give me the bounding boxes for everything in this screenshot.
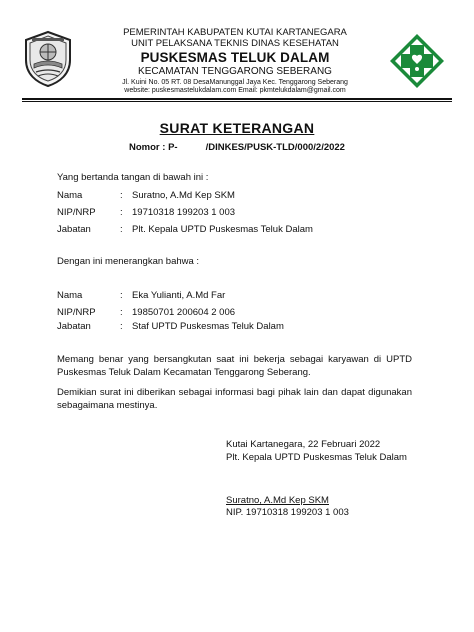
field-value: 19850701 200604 2 006 [132, 307, 236, 318]
signature-nip: NIP. 19710318 199203 1 003 [226, 507, 349, 518]
field-colon: : [120, 207, 123, 218]
field-value: Suratno, A.Md Kep SKM [132, 190, 235, 201]
letterhead-unit: UNIT PELAKSANA TEKNIS DINAS KESEHATAN [131, 37, 339, 49]
letterhead-address: Jl. Kuini No. 05 RT. 08 DesaManunggal Jaya Kec. Tenggarong Seberang [122, 78, 348, 86]
letterhead-contact: website: puskesmastelukdalam.com Email: pkmtelukdalam@gmail.com [124, 86, 346, 94]
field-label: Nama [57, 190, 83, 201]
body-paragraph-2: Demikian surat ini diberikan sebagai informasi bagi pihak lain dan dapat digunakan sebagaimana mestinya. [57, 387, 412, 411]
field-colon: : [120, 290, 123, 301]
field-colon: : [120, 190, 123, 201]
intro-text: Yang bertanda tangan di bawah ini : [57, 172, 209, 183]
letterhead-government: PEMERINTAH KABUPATEN KUTAI KARTANEGARA [123, 27, 347, 38]
letterhead-district: KECAMATAN TENGGARONG SEBERANG [138, 66, 332, 78]
letter-number [0, 142, 474, 153]
letterhead-institution: PUSKESMAS TELUK DALAM [140, 49, 330, 65]
signature-name: Suratno, A.Md Kep SKM [226, 495, 329, 506]
field-colon: : [120, 307, 123, 318]
body-paragraph-1: Memang benar yang bersangkutan saat ini bekerja sebagai karyawan di UPTD Puskesmas Teluk Dalam Kecamatan Tenggarong Seberang. [57, 354, 412, 378]
puskesmas-cross-icon [388, 32, 446, 90]
letter-number-label: Nomor : P- [129, 142, 178, 153]
letter-number-value: /DINKES/PUSK-TLD/000/2/2022 [205, 142, 345, 153]
field-label: Jabatan [57, 224, 91, 235]
field-value: 19710318 199203 1 003 [132, 207, 236, 218]
signature-position: Plt. Kepala UPTD Puskesmas Teluk Dalam [226, 452, 407, 463]
letterhead-divider-thick [22, 98, 452, 100]
field-colon: : [120, 321, 123, 332]
field-colon: : [120, 224, 123, 235]
statement-text: Dengan ini menerangkan bahwa : [57, 256, 200, 267]
letterhead [80, 28, 390, 95]
field-value: Staf UPTD Puskesmas Teluk Dalam [132, 321, 284, 332]
field-value: Plt. Kepala UPTD Puskesmas Teluk Dalam [132, 224, 313, 235]
letterhead-divider-thin [22, 101, 452, 102]
field-label: NIP/NRP [57, 307, 96, 318]
signature-place-date: Kutai Kartanegara, 22 Februari 2022 [226, 439, 381, 450]
field-value: Eka Yulianti, A.Md Far [132, 290, 226, 301]
field-label: Jabatan [57, 321, 91, 332]
letter-title: SURAT KETERANGAN [159, 120, 315, 136]
field-label: Nama [57, 290, 83, 301]
field-label: NIP/NRP [57, 207, 96, 218]
regency-coat-of-arms-icon [22, 30, 74, 88]
